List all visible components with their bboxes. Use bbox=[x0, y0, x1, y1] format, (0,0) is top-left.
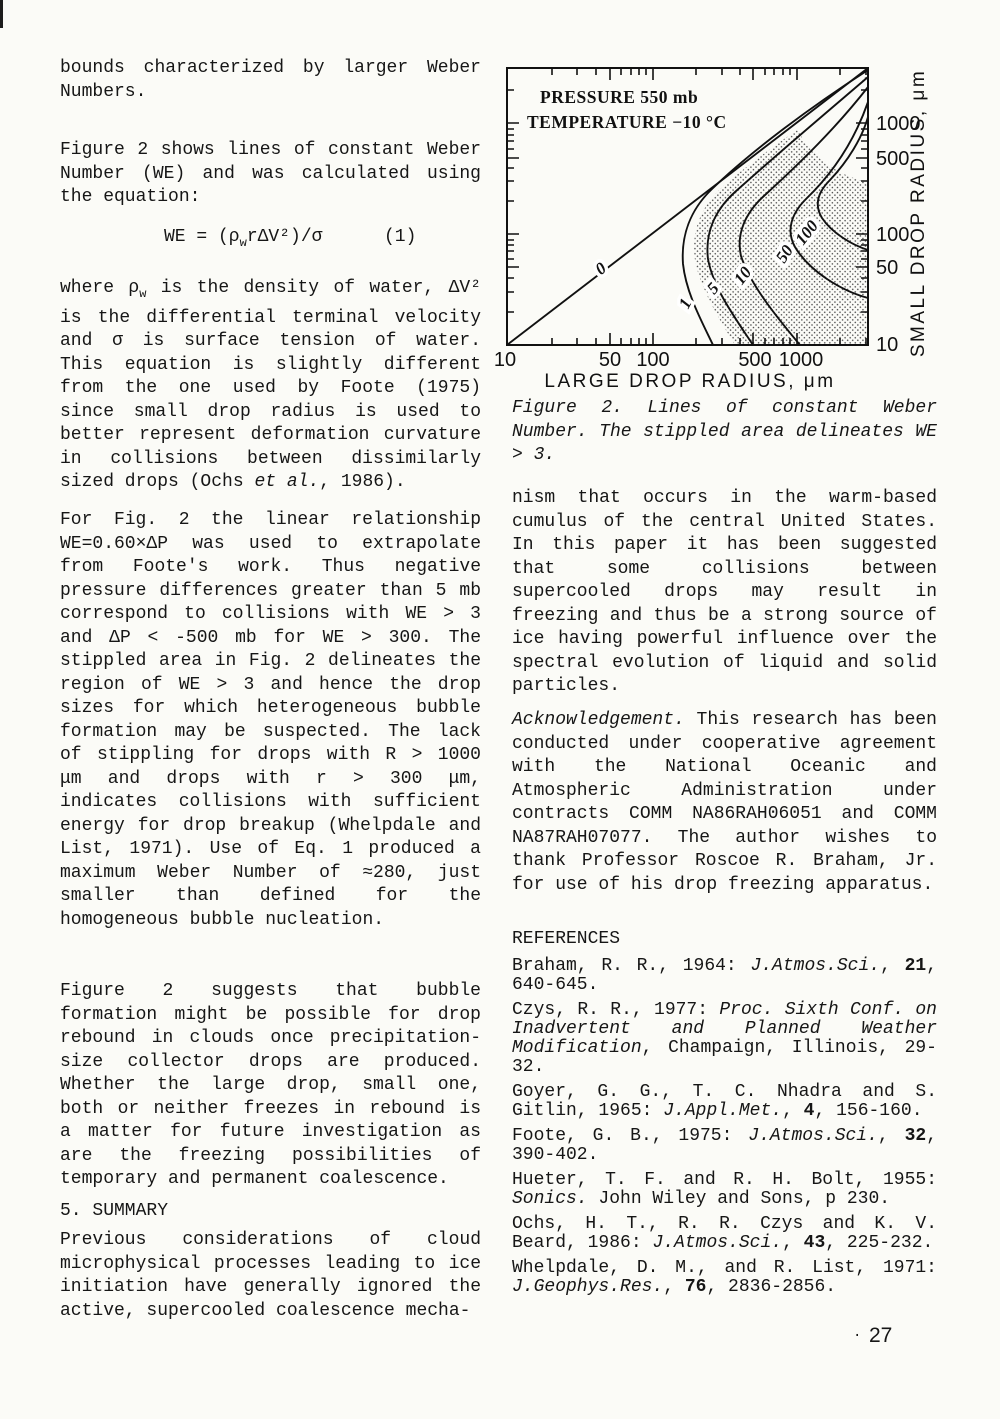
reference-item: Whelpdale, D. M., and R. List, 1971: J.Geophys.Res., 76, 2836-2856. bbox=[512, 1258, 937, 1297]
reference-item: Foote, G. B., 1975: J.Atmos.Sci., 32, 390-402. bbox=[512, 1126, 937, 1165]
paragraph: where $\rho_w$ is the density of water, ΔV² is the differential terminal velocity and σ is surface tension of water. This equation is slightly different from the one used by Foote (1975) since small drop radius is used to better represent deformation curvature in collisions between dissimilarly sized drops (Ochs et al., 1986). bbox=[60, 278, 481, 492]
y-tick-label-100: 100 bbox=[876, 224, 910, 246]
reference-item: Goyer, G. G., T. C. Nhadra and S. Gitlin, 1965: J.Appl.Met., 4, 156-160. bbox=[512, 1082, 937, 1121]
acknowledgement: Acknowledgement. This research has been conducted under cooperative agreement with the National Oceanic and Atmospheric Administration under contracts COMM NA86RAH06051 and COMM NA87RAH07077. The author wishes to thank Professor Roscoe R. Braham, Jr. for use of his drop freezing apparatus. bbox=[512, 710, 937, 895]
y-tick-label-10: 10 bbox=[876, 334, 899, 356]
weber-contour-figure bbox=[488, 58, 972, 392]
x-tick-label-500: 500 bbox=[738, 349, 772, 371]
pressure-annotation: PRESSURE 550 mb bbox=[540, 87, 699, 107]
page-number: 27 bbox=[869, 1324, 893, 1347]
y-tick-label-1000: 1000 bbox=[876, 113, 921, 135]
scan-artifact-mark bbox=[0, 0, 3, 28]
x-axis-title: LARGE DROP RADIUS, μm bbox=[544, 371, 836, 392]
equation-number: (1) bbox=[384, 227, 417, 247]
reference-list bbox=[512, 957, 937, 1303]
equation: WE = $(\rho_wr\Delta V^2)/\sigma$ bbox=[164, 227, 323, 250]
y-tick-label-500: 500 bbox=[876, 148, 910, 170]
figure-caption: Figure 2. Lines of constant Weber Number. The stippled area delineates WE > 3. bbox=[512, 398, 937, 465]
x-tick-label-50: 50 bbox=[598, 349, 622, 371]
reference-item: Braham, R. R., 1964: J.Atmos.Sci., 21, 640-645. bbox=[512, 956, 937, 995]
paragraph: Figure 2 suggests that bubble formation might be possible for drop rebound in clouds once precipitation-size collector drops are produced. Whether the large drop, small one, both or neither freezes in rebound is a matter for future investigation as are the freezing possibilities of temporary and permanent coalescence. bbox=[60, 981, 481, 1189]
reference-item: Czys, R. R., 1977: Proc. Sixth Conf. on Inadvertent and Planned Weather Modification, Champaign, Illinois, 29-32. bbox=[512, 1000, 937, 1077]
paragraph: nism that occurs in the warm-based cumulus of the central United States. In this paper it has been suggested that some collisions between supercooled drops may result in freezing and thus be a strong source of ice having powerful influence over the spectral evolution of liquid and solid particles. bbox=[512, 488, 937, 696]
paragraph: bounds characterized by larger Weber Numbers. bbox=[60, 58, 481, 102]
paragraph: Previous considerations of cloud microphysical processes leading to ice initiation have generally ignored the active, supercooled coalescence mecha- bbox=[60, 1230, 481, 1321]
footer-dot: · bbox=[853, 1328, 862, 1344]
reference-item: Hueter, T. F. and R. H. Bolt, 1955: Sonics. John Wiley and Sons, p 230. bbox=[512, 1170, 937, 1209]
section-heading-summary: 5. SUMMARY bbox=[60, 1201, 169, 1221]
contour-label-0: 0 bbox=[591, 258, 610, 279]
contour-label-10: 10 bbox=[729, 263, 756, 289]
x-tick-label-1000: 1000 bbox=[778, 349, 824, 371]
temperature-annotation: TEMPERATURE −10 °C bbox=[527, 112, 727, 132]
contour-label-5: 5 bbox=[703, 278, 723, 298]
contour-label-100: 100 bbox=[791, 216, 823, 249]
paragraph: For Fig. 2 the linear relationship WE=0.60×ΔP was used to extrapolate from Foote's work. Thus negative pressure differences greater than 5 mb correspond to collisions with WE > 3 and ΔP < -500 mb for WE > 300. The stippled area in Fig. 2 delineates the region of WE > 3 and hence the drop sizes for which heterogeneous bubble formation may be suspected. The lack of stippling for drops with R > 1000 μm and drops with r > 300 μm, indicates collisions with sufficient energy for drop breakup (Whelpdale and List, 1971). Use of Eq. 1 produced a maximum Weber Number of ≈280, just smaller than defined for the homogeneous bubble nucleation. bbox=[60, 510, 481, 930]
references-heading: REFERENCES bbox=[512, 929, 621, 949]
contour-label-50: 50 bbox=[771, 241, 798, 267]
x-tick-label-10: 10 bbox=[493, 349, 517, 371]
paragraph: Figure 2 shows lines of constant Weber Number (WE) and was calculated using the equation: bbox=[60, 140, 481, 207]
reference-item: Ochs, H. T., R. R. Czys and K. V. Beard, 1986: J.Atmos.Sci., 43, 225-232. bbox=[512, 1214, 937, 1253]
x-tick-label-100: 100 bbox=[636, 349, 670, 371]
y-axis-title: SMALL DROP RADIUS, μm bbox=[908, 68, 929, 358]
contour-label-1: 1 bbox=[674, 295, 696, 312]
y-tick-label-50: 50 bbox=[876, 257, 899, 279]
